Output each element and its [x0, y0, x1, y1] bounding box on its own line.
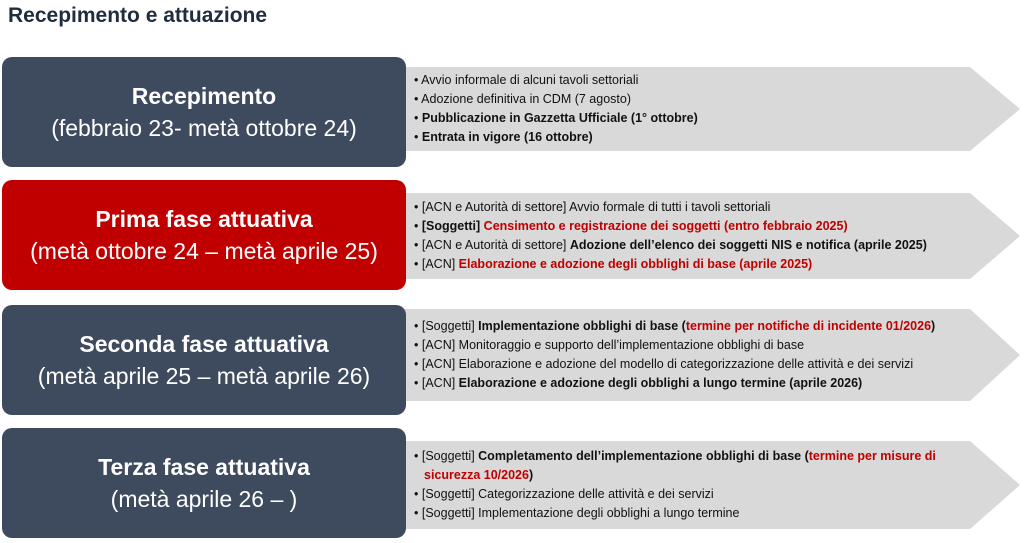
activity-item: • [ACN] Elaborazione e adozione degli obblighi di base (aprile 2025) [414, 257, 813, 271]
activity-item: • Pubblicazione in Gazzetta Ufficiale (1° ottobre) [414, 111, 698, 125]
activity-item: • [ACN] Monitoraggio e supporto dell’implementazione obblighi di base [414, 338, 805, 352]
activity-item: • [Soggetti] Censimento e registrazione dei soggetti (entro febbraio 2025) [414, 219, 848, 233]
phase-period: (metà aprile 26 – ) [110, 486, 298, 512]
activity-text: Adozione dell’elenco dei soggetti NIS e notifica (aprile 2025) [569, 238, 927, 252]
activity-text: Adozione definitiva in CDM (7 agosto) [421, 92, 631, 106]
activity-text: Elaborazione e adozione degli obblighi a lungo termine (aprile 2026) [458, 376, 863, 390]
phase-activities [414, 193, 964, 279]
page-title: Recepimento e attuazione [8, 4, 268, 27]
activity-item: • [ACN] Elaborazione e adozione degli obblighi a lungo termine (aprile 2026) [414, 376, 863, 390]
activity-item: • [ACN e Autorità di settore] Avvio formale di tutti i tavoli settoriali [414, 200, 771, 214]
activity-item: • [Soggetti] Categorizzazione delle attività e dei servizi [414, 487, 714, 501]
phase-name: Recepimento [131, 83, 277, 109]
activity-item: • Adozione definitiva in CDM (7 agosto) [414, 92, 631, 106]
phase-box [2, 305, 406, 415]
phase-name: Prima fase attuativa [95, 206, 313, 232]
activity-text: ) [528, 468, 534, 482]
activity-text: [ACN] Monitoraggio e supporto dell’implementazione obblighi di base [421, 338, 805, 352]
activity-text: [Soggetti] [421, 449, 479, 463]
activity-text: termine per notifiche di incidente 01/2026 [685, 319, 932, 333]
activity-item: • [Soggetti] Implementazione degli obblighi a lungo termine [414, 506, 740, 520]
activity-item: • [Soggetti] Implementazione obblighi di base (termine per notifiche di incidente 01/2026) [414, 319, 936, 333]
phase-activities [414, 309, 964, 401]
phase-box [2, 180, 406, 290]
phase-activities [414, 441, 964, 529]
activity-text: [Soggetti] Categorizzazione delle attività e dei servizi [421, 487, 714, 501]
activity-item: • [Soggetti] Completamento dell’implementazione obblighi di base (termine per misure di sicurezza 10/2026) [414, 449, 936, 482]
activity-text: [ACN] [421, 376, 459, 390]
activity-text: Avvio informale di alcuni tavoli settoriali [421, 73, 639, 87]
activity-text: [Soggetti] [421, 219, 481, 233]
phase-box [2, 428, 406, 538]
phase-activities [414, 67, 964, 151]
activity-text: [Soggetti] Implementazione degli obblighi a lungo termine [421, 506, 740, 520]
activity-text: Completamento dell’implementazione obblighi di base ( [478, 449, 809, 463]
activity-text: Implementazione obblighi di base ( [478, 319, 686, 333]
activity-text: [ACN] Elaborazione e adozione del modello di categorizzazione delle attività e dei servizi [421, 357, 914, 371]
activity-text: termine per misure di sicurezza 10/2026 [424, 449, 936, 482]
activity-text: Censimento e registrazione dei soggetti (entro febbraio 2025) [480, 219, 848, 233]
phase-period: (metà ottobre 24 – metà aprile 25) [30, 238, 378, 264]
activity-item: • [ACN e Autorità di settore] Adozione dell’elenco dei soggetti NIS e notifica (aprile 2025) [414, 238, 927, 252]
activity-text: [Soggetti] [421, 319, 479, 333]
activity-text: ) [931, 319, 936, 333]
phase-period: (metà aprile 25 – metà aprile 26) [37, 363, 371, 389]
activity-item: • [ACN] Elaborazione e adozione del modello di categorizzazione delle attività e dei servizi [414, 357, 914, 371]
activity-text: [ACN e Autorità di settore] Avvio formale di tutti i tavoli settoriali [421, 200, 771, 214]
phase-name: Terza fase attuativa [98, 454, 310, 480]
activity-text: Entrata in vigore (16 ottobre) [421, 130, 593, 144]
activity-item: • Entrata in vigore (16 ottobre) [414, 130, 593, 144]
activity-text: Pubblicazione in Gazzetta Ufficiale (1° ottobre) [421, 111, 698, 125]
phase-name: Seconda fase attuativa [79, 331, 329, 357]
activity-text: Elaborazione e adozione degli obblighi di base (aprile 2025) [458, 257, 813, 271]
activity-item: • Avvio informale di alcuni tavoli settoriali [414, 73, 639, 87]
activity-text: [ACN e Autorità di settore] [421, 238, 570, 252]
phase-box [2, 57, 406, 167]
activity-text: [ACN] [421, 257, 459, 271]
phase-period: (febbraio 23- metà ottobre 24) [51, 115, 357, 141]
